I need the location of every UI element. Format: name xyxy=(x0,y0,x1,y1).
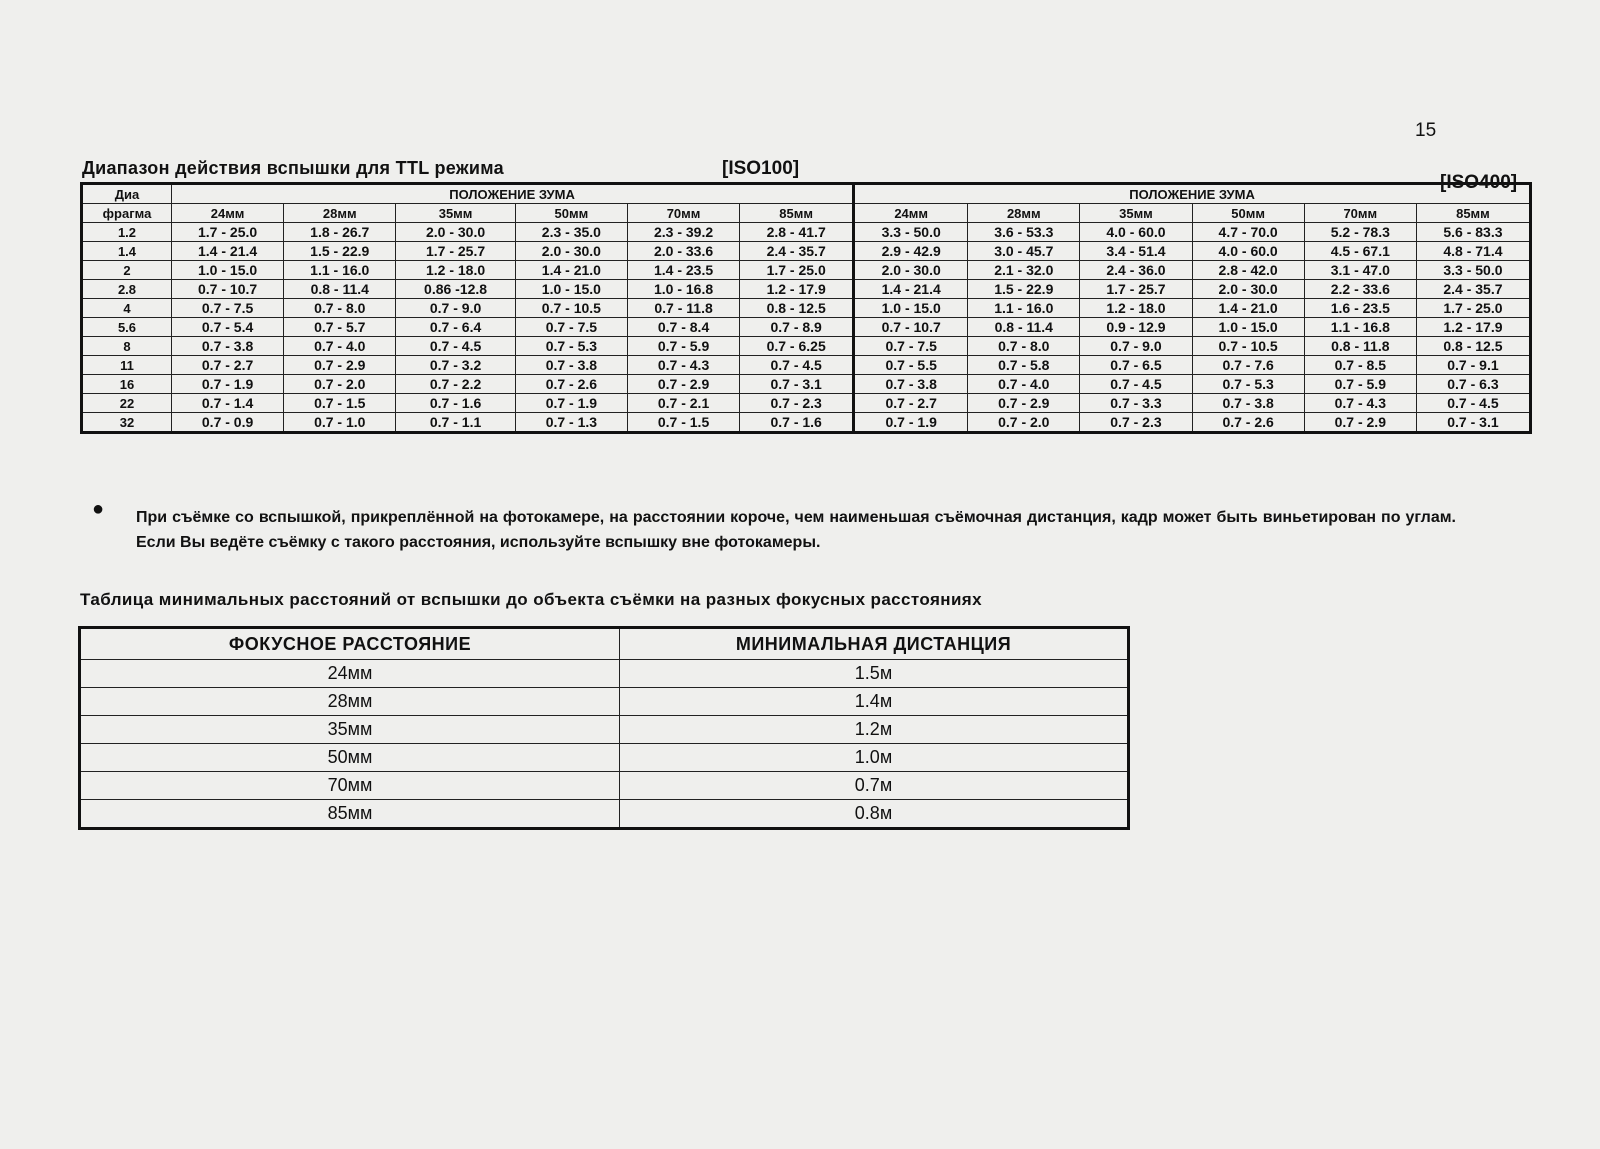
range-cell-iso100: 1.2 - 18.0 xyxy=(396,261,515,280)
table-row xyxy=(82,242,1531,261)
range-cell-iso400: 0.7 - 10.7 xyxy=(854,318,968,337)
table-row xyxy=(80,772,1129,800)
range-cell-iso100: 0.7 - 8.4 xyxy=(627,318,739,337)
page-number: 15 xyxy=(1415,120,1437,141)
focal-length-cell: 28мм xyxy=(80,688,620,716)
focal-length-header: 35мм xyxy=(1080,204,1192,223)
min-distance-cell: 0.8м xyxy=(620,800,1129,829)
range-cell-iso100: 0.7 - 4.3 xyxy=(627,356,739,375)
range-cell-iso400: 0.7 - 3.8 xyxy=(1192,394,1304,413)
flash-range-table-title: Диапазон действия вспышки для TTL режима xyxy=(82,158,504,178)
range-cell-iso100: 0.7 - 2.7 xyxy=(172,356,284,375)
range-cell-iso400: 0.7 - 3.8 xyxy=(854,375,968,394)
iso100-label: [ISO100] xyxy=(722,158,800,179)
range-cell-iso100: 2.4 - 35.7 xyxy=(740,242,854,261)
focal-length-header: 85мм xyxy=(1416,204,1530,223)
range-cell-iso400: 3.1 - 47.0 xyxy=(1304,261,1416,280)
range-cell-iso100: 0.7 - 4.5 xyxy=(396,337,515,356)
table-row xyxy=(82,261,1531,280)
aperture-cell: 2 xyxy=(82,261,172,280)
min-distance-table-title: Таблица минимальных расстояний от вспышки до объекта съёмки на разных фокусных расстояниях xyxy=(80,590,982,609)
range-cell-iso100: 1.8 - 26.7 xyxy=(284,223,396,242)
range-cell-iso400: 3.4 - 51.4 xyxy=(1080,242,1192,261)
focal-length-header: 28мм xyxy=(968,204,1080,223)
range-cell-iso100: 0.7 - 7.5 xyxy=(515,318,627,337)
range-cell-iso100: 1.4 - 23.5 xyxy=(627,261,739,280)
range-cell-iso100: 2.0 - 33.6 xyxy=(627,242,739,261)
aperture-header: Диа xyxy=(82,184,172,204)
focal-length-cell: 24мм xyxy=(80,660,620,688)
range-cell-iso100: 0.7 - 5.3 xyxy=(515,337,627,356)
aperture-cell: 11 xyxy=(82,356,172,375)
range-cell-iso400: 0.7 - 2.9 xyxy=(1304,413,1416,433)
focal-length-header: 70мм xyxy=(1304,204,1416,223)
iso400-label: [ISO400] xyxy=(1440,172,1518,193)
range-cell-iso100: 2.0 - 30.0 xyxy=(515,242,627,261)
range-cell-iso100: 1.4 - 21.4 xyxy=(172,242,284,261)
range-cell-iso100: 0.7 - 1.3 xyxy=(515,413,627,433)
range-cell-iso100: 0.7 - 2.1 xyxy=(627,394,739,413)
range-cell-iso400: 5.6 - 83.3 xyxy=(1416,223,1530,242)
table-row xyxy=(80,716,1129,744)
focal-length-header: 70мм xyxy=(627,204,739,223)
min-distance-cell: 0.7м xyxy=(620,772,1129,800)
min-distance-cell: 1.4м xyxy=(620,688,1129,716)
range-cell-iso400: 3.0 - 45.7 xyxy=(968,242,1080,261)
focal-length-header: 50мм xyxy=(1192,204,1304,223)
zoom-header-iso400: ПОЛОЖЕНИЕ ЗУМА xyxy=(854,184,1531,204)
range-cell-iso100: 1.0 - 15.0 xyxy=(515,280,627,299)
flash-range-table xyxy=(80,182,1532,434)
range-cell-iso100: 1.7 - 25.0 xyxy=(172,223,284,242)
table-row xyxy=(82,223,1531,242)
range-cell-iso400: 0.7 - 9.0 xyxy=(1080,337,1192,356)
range-cell-iso400: 0.7 - 5.9 xyxy=(1304,375,1416,394)
range-cell-iso100: 0.86 -12.8 xyxy=(396,280,515,299)
focal-length-cell: 70мм xyxy=(80,772,620,800)
focal-length-header: ФОКУСНОЕ РАССТОЯНИЕ xyxy=(80,628,620,660)
range-cell-iso100: 0.7 - 1.5 xyxy=(284,394,396,413)
range-cell-iso100: 0.7 - 6.4 xyxy=(396,318,515,337)
range-cell-iso400: 1.1 - 16.0 xyxy=(968,299,1080,318)
range-cell-iso100: 0.7 - 4.5 xyxy=(740,356,854,375)
table-row xyxy=(80,744,1129,772)
range-cell-iso400: 2.0 - 30.0 xyxy=(854,261,968,280)
focal-length-header: 85мм xyxy=(740,204,854,223)
range-cell-iso400: 0.7 - 2.3 xyxy=(1080,413,1192,433)
range-cell-iso100: 1.4 - 21.0 xyxy=(515,261,627,280)
range-cell-iso100: 0.7 - 2.2 xyxy=(396,375,515,394)
range-cell-iso100: 1.7 - 25.0 xyxy=(740,261,854,280)
range-cell-iso400: 1.6 - 23.5 xyxy=(1304,299,1416,318)
range-cell-iso400: 0.7 - 6.5 xyxy=(1080,356,1192,375)
range-cell-iso100: 0.8 - 11.4 xyxy=(284,280,396,299)
range-cell-iso100: 1.0 - 16.8 xyxy=(627,280,739,299)
range-cell-iso400: 0.8 - 12.5 xyxy=(1416,337,1530,356)
aperture-cell: 1.2 xyxy=(82,223,172,242)
range-cell-iso400: 0.7 - 4.3 xyxy=(1304,394,1416,413)
range-cell-iso100: 0.7 - 8.0 xyxy=(284,299,396,318)
range-cell-iso400: 1.7 - 25.7 xyxy=(1080,280,1192,299)
range-cell-iso400: 0.8 - 11.4 xyxy=(968,318,1080,337)
range-cell-iso100: 0.7 - 5.7 xyxy=(284,318,396,337)
table-row xyxy=(80,660,1129,688)
min-distance-cell: 1.5м xyxy=(620,660,1129,688)
table-header-row xyxy=(82,184,1531,204)
table-header-row xyxy=(80,628,1129,660)
range-cell-iso400: 0.7 - 2.9 xyxy=(968,394,1080,413)
range-cell-iso400: 0.7 - 2.7 xyxy=(854,394,968,413)
range-cell-iso100: 0.7 - 1.5 xyxy=(627,413,739,433)
range-cell-iso100: 0.8 - 12.5 xyxy=(740,299,854,318)
range-cell-iso400: 0.7 - 8.5 xyxy=(1304,356,1416,375)
range-cell-iso400: 3.3 - 50.0 xyxy=(1416,261,1530,280)
range-cell-iso400: 2.1 - 32.0 xyxy=(968,261,1080,280)
range-cell-iso400: 0.7 - 6.3 xyxy=(1416,375,1530,394)
range-cell-iso100: 1.0 - 15.0 xyxy=(172,261,284,280)
range-cell-iso400: 1.0 - 15.0 xyxy=(1192,318,1304,337)
range-cell-iso400: 4.5 - 67.1 xyxy=(1304,242,1416,261)
range-cell-iso100: 2.8 - 41.7 xyxy=(740,223,854,242)
range-cell-iso400: 0.7 - 7.5 xyxy=(854,337,968,356)
aperture-cell: 22 xyxy=(82,394,172,413)
range-cell-iso100: 0.7 - 9.0 xyxy=(396,299,515,318)
range-cell-iso100: 0.7 - 2.3 xyxy=(740,394,854,413)
aperture-cell: 8 xyxy=(82,337,172,356)
range-cell-iso100: 0.7 - 1.1 xyxy=(396,413,515,433)
range-cell-iso100: 0.7 - 3.1 xyxy=(740,375,854,394)
aperture-cell: 4 xyxy=(82,299,172,318)
range-cell-iso100: 0.7 - 2.0 xyxy=(284,375,396,394)
range-cell-iso400: 2.9 - 42.9 xyxy=(854,242,968,261)
range-cell-iso100: 0.7 - 2.9 xyxy=(627,375,739,394)
range-cell-iso400: 4.0 - 60.0 xyxy=(1080,223,1192,242)
range-cell-iso400: 1.5 - 22.9 xyxy=(968,280,1080,299)
table-row xyxy=(82,375,1531,394)
range-cell-iso100: 2.3 - 39.2 xyxy=(627,223,739,242)
range-cell-iso100: 0.7 - 1.9 xyxy=(515,394,627,413)
focal-length-cell: 35мм xyxy=(80,716,620,744)
table-header-row xyxy=(82,204,1531,223)
range-cell-iso100: 0.7 - 1.0 xyxy=(284,413,396,433)
focal-length-header: 35мм xyxy=(396,204,515,223)
range-cell-iso400: 1.4 - 21.0 xyxy=(1192,299,1304,318)
focal-length-header: 28мм xyxy=(284,204,396,223)
range-cell-iso400: 1.2 - 17.9 xyxy=(1416,318,1530,337)
vignetting-note: При съёмке со вспышкой, прикреплённой на фотокамере, на расстоянии короче, чем наименьшая съёмочная дистанция, кадр может быть виньетирован по углам. Если Вы ведёте съёмку с такого расстояния, используйте вспышку вне фотокамеры. xyxy=(136,509,1456,551)
range-cell-iso100: 0.7 - 0.9 xyxy=(172,413,284,433)
range-cell-iso400: 2.2 - 33.6 xyxy=(1304,280,1416,299)
range-cell-iso100: 0.7 - 8.9 xyxy=(740,318,854,337)
aperture-cell: 5.6 xyxy=(82,318,172,337)
range-cell-iso100: 2.0 - 30.0 xyxy=(396,223,515,242)
range-cell-iso100: 1.7 - 25.7 xyxy=(396,242,515,261)
range-cell-iso400: 5.2 - 78.3 xyxy=(1304,223,1416,242)
table-row xyxy=(82,318,1531,337)
range-cell-iso400: 4.8 - 71.4 xyxy=(1416,242,1530,261)
range-cell-iso100: 0.7 - 3.8 xyxy=(515,356,627,375)
range-cell-iso400: 0.7 - 4.5 xyxy=(1416,394,1530,413)
focal-length-cell: 85мм xyxy=(80,800,620,829)
focal-length-header: 50мм xyxy=(515,204,627,223)
range-cell-iso400: 2.8 - 42.0 xyxy=(1192,261,1304,280)
focal-length-cell: 50мм xyxy=(80,744,620,772)
range-cell-iso400: 0.7 - 5.5 xyxy=(854,356,968,375)
zoom-header-iso100: ПОЛОЖЕНИЕ ЗУМА xyxy=(172,184,854,204)
range-cell-iso400: 0.7 - 3.3 xyxy=(1080,394,1192,413)
range-cell-iso100: 0.7 - 5.4 xyxy=(172,318,284,337)
range-cell-iso400: 0.7 - 9.1 xyxy=(1416,356,1530,375)
range-cell-iso400: 0.8 - 11.8 xyxy=(1304,337,1416,356)
focal-length-header: 24мм xyxy=(854,204,968,223)
range-cell-iso400: 0.7 - 5.8 xyxy=(968,356,1080,375)
range-cell-iso400: 4.0 - 60.0 xyxy=(1192,242,1304,261)
range-cell-iso400: 0.7 - 4.5 xyxy=(1080,375,1192,394)
range-cell-iso100: 0.7 - 10.5 xyxy=(515,299,627,318)
min-distance-cell: 1.0м xyxy=(620,744,1129,772)
range-cell-iso400: 2.4 - 35.7 xyxy=(1416,280,1530,299)
aperture-cell: 16 xyxy=(82,375,172,394)
range-cell-iso400: 0.7 - 2.0 xyxy=(968,413,1080,433)
range-cell-iso400: 3.3 - 50.0 xyxy=(854,223,968,242)
range-cell-iso100: 0.7 - 1.9 xyxy=(172,375,284,394)
range-cell-iso400: 0.7 - 3.1 xyxy=(1416,413,1530,433)
range-cell-iso400: 0.7 - 8.0 xyxy=(968,337,1080,356)
range-cell-iso400: 0.7 - 10.5 xyxy=(1192,337,1304,356)
table-row xyxy=(82,394,1531,413)
range-cell-iso400: 0.7 - 7.6 xyxy=(1192,356,1304,375)
range-cell-iso100: 0.7 - 4.0 xyxy=(284,337,396,356)
range-cell-iso100: 1.2 - 17.9 xyxy=(740,280,854,299)
range-cell-iso400: 4.7 - 70.0 xyxy=(1192,223,1304,242)
table-row xyxy=(82,299,1531,318)
range-cell-iso100: 0.7 - 1.6 xyxy=(740,413,854,433)
range-cell-iso100: 0.7 - 10.7 xyxy=(172,280,284,299)
range-cell-iso400: 0.7 - 2.6 xyxy=(1192,413,1304,433)
table-row xyxy=(80,800,1129,829)
table-row xyxy=(82,280,1531,299)
range-cell-iso100: 1.1 - 16.0 xyxy=(284,261,396,280)
table-row xyxy=(80,688,1129,716)
range-cell-iso100: 0.7 - 2.9 xyxy=(284,356,396,375)
range-cell-iso400: 1.7 - 25.0 xyxy=(1416,299,1530,318)
min-distance-table xyxy=(78,626,1130,830)
min-distance-cell: 1.2м xyxy=(620,716,1129,744)
range-cell-iso100: 0.7 - 5.9 xyxy=(627,337,739,356)
range-cell-iso400: 1.2 - 18.0 xyxy=(1080,299,1192,318)
table-row xyxy=(82,413,1531,433)
range-cell-iso100: 0.7 - 6.25 xyxy=(740,337,854,356)
table-row xyxy=(82,356,1531,375)
range-cell-iso100: 0.7 - 7.5 xyxy=(172,299,284,318)
range-cell-iso400: 0.9 - 12.9 xyxy=(1080,318,1192,337)
focal-length-header: 24мм xyxy=(172,204,284,223)
range-cell-iso100: 1.5 - 22.9 xyxy=(284,242,396,261)
range-cell-iso400: 1.4 - 21.4 xyxy=(854,280,968,299)
range-cell-iso400: 0.7 - 4.0 xyxy=(968,375,1080,394)
range-cell-iso100: 0.7 - 11.8 xyxy=(627,299,739,318)
range-cell-iso100: 2.3 - 35.0 xyxy=(515,223,627,242)
aperture-cell: 2.8 xyxy=(82,280,172,299)
range-cell-iso400: 0.7 - 1.9 xyxy=(854,413,968,433)
range-cell-iso400: 2.0 - 30.0 xyxy=(1192,280,1304,299)
table-row xyxy=(82,337,1531,356)
range-cell-iso100: 0.7 - 3.8 xyxy=(172,337,284,356)
range-cell-iso400: 1.1 - 16.8 xyxy=(1304,318,1416,337)
range-cell-iso100: 0.7 - 1.4 xyxy=(172,394,284,413)
min-distance-header: МИНИМАЛЬНАЯ ДИСТАНЦИЯ xyxy=(620,628,1129,660)
range-cell-iso400: 2.4 - 36.0 xyxy=(1080,261,1192,280)
bullet-icon: ● xyxy=(92,498,105,520)
range-cell-iso400: 1.0 - 15.0 xyxy=(854,299,968,318)
range-cell-iso400: 0.7 - 5.3 xyxy=(1192,375,1304,394)
aperture-cell: 1.4 xyxy=(82,242,172,261)
range-cell-iso100: 0.7 - 2.6 xyxy=(515,375,627,394)
range-cell-iso100: 0.7 - 1.6 xyxy=(396,394,515,413)
range-cell-iso400: 3.6 - 53.3 xyxy=(968,223,1080,242)
range-cell-iso100: 0.7 - 3.2 xyxy=(396,356,515,375)
aperture-header: фрагма xyxy=(82,204,172,223)
aperture-cell: 32 xyxy=(82,413,172,433)
